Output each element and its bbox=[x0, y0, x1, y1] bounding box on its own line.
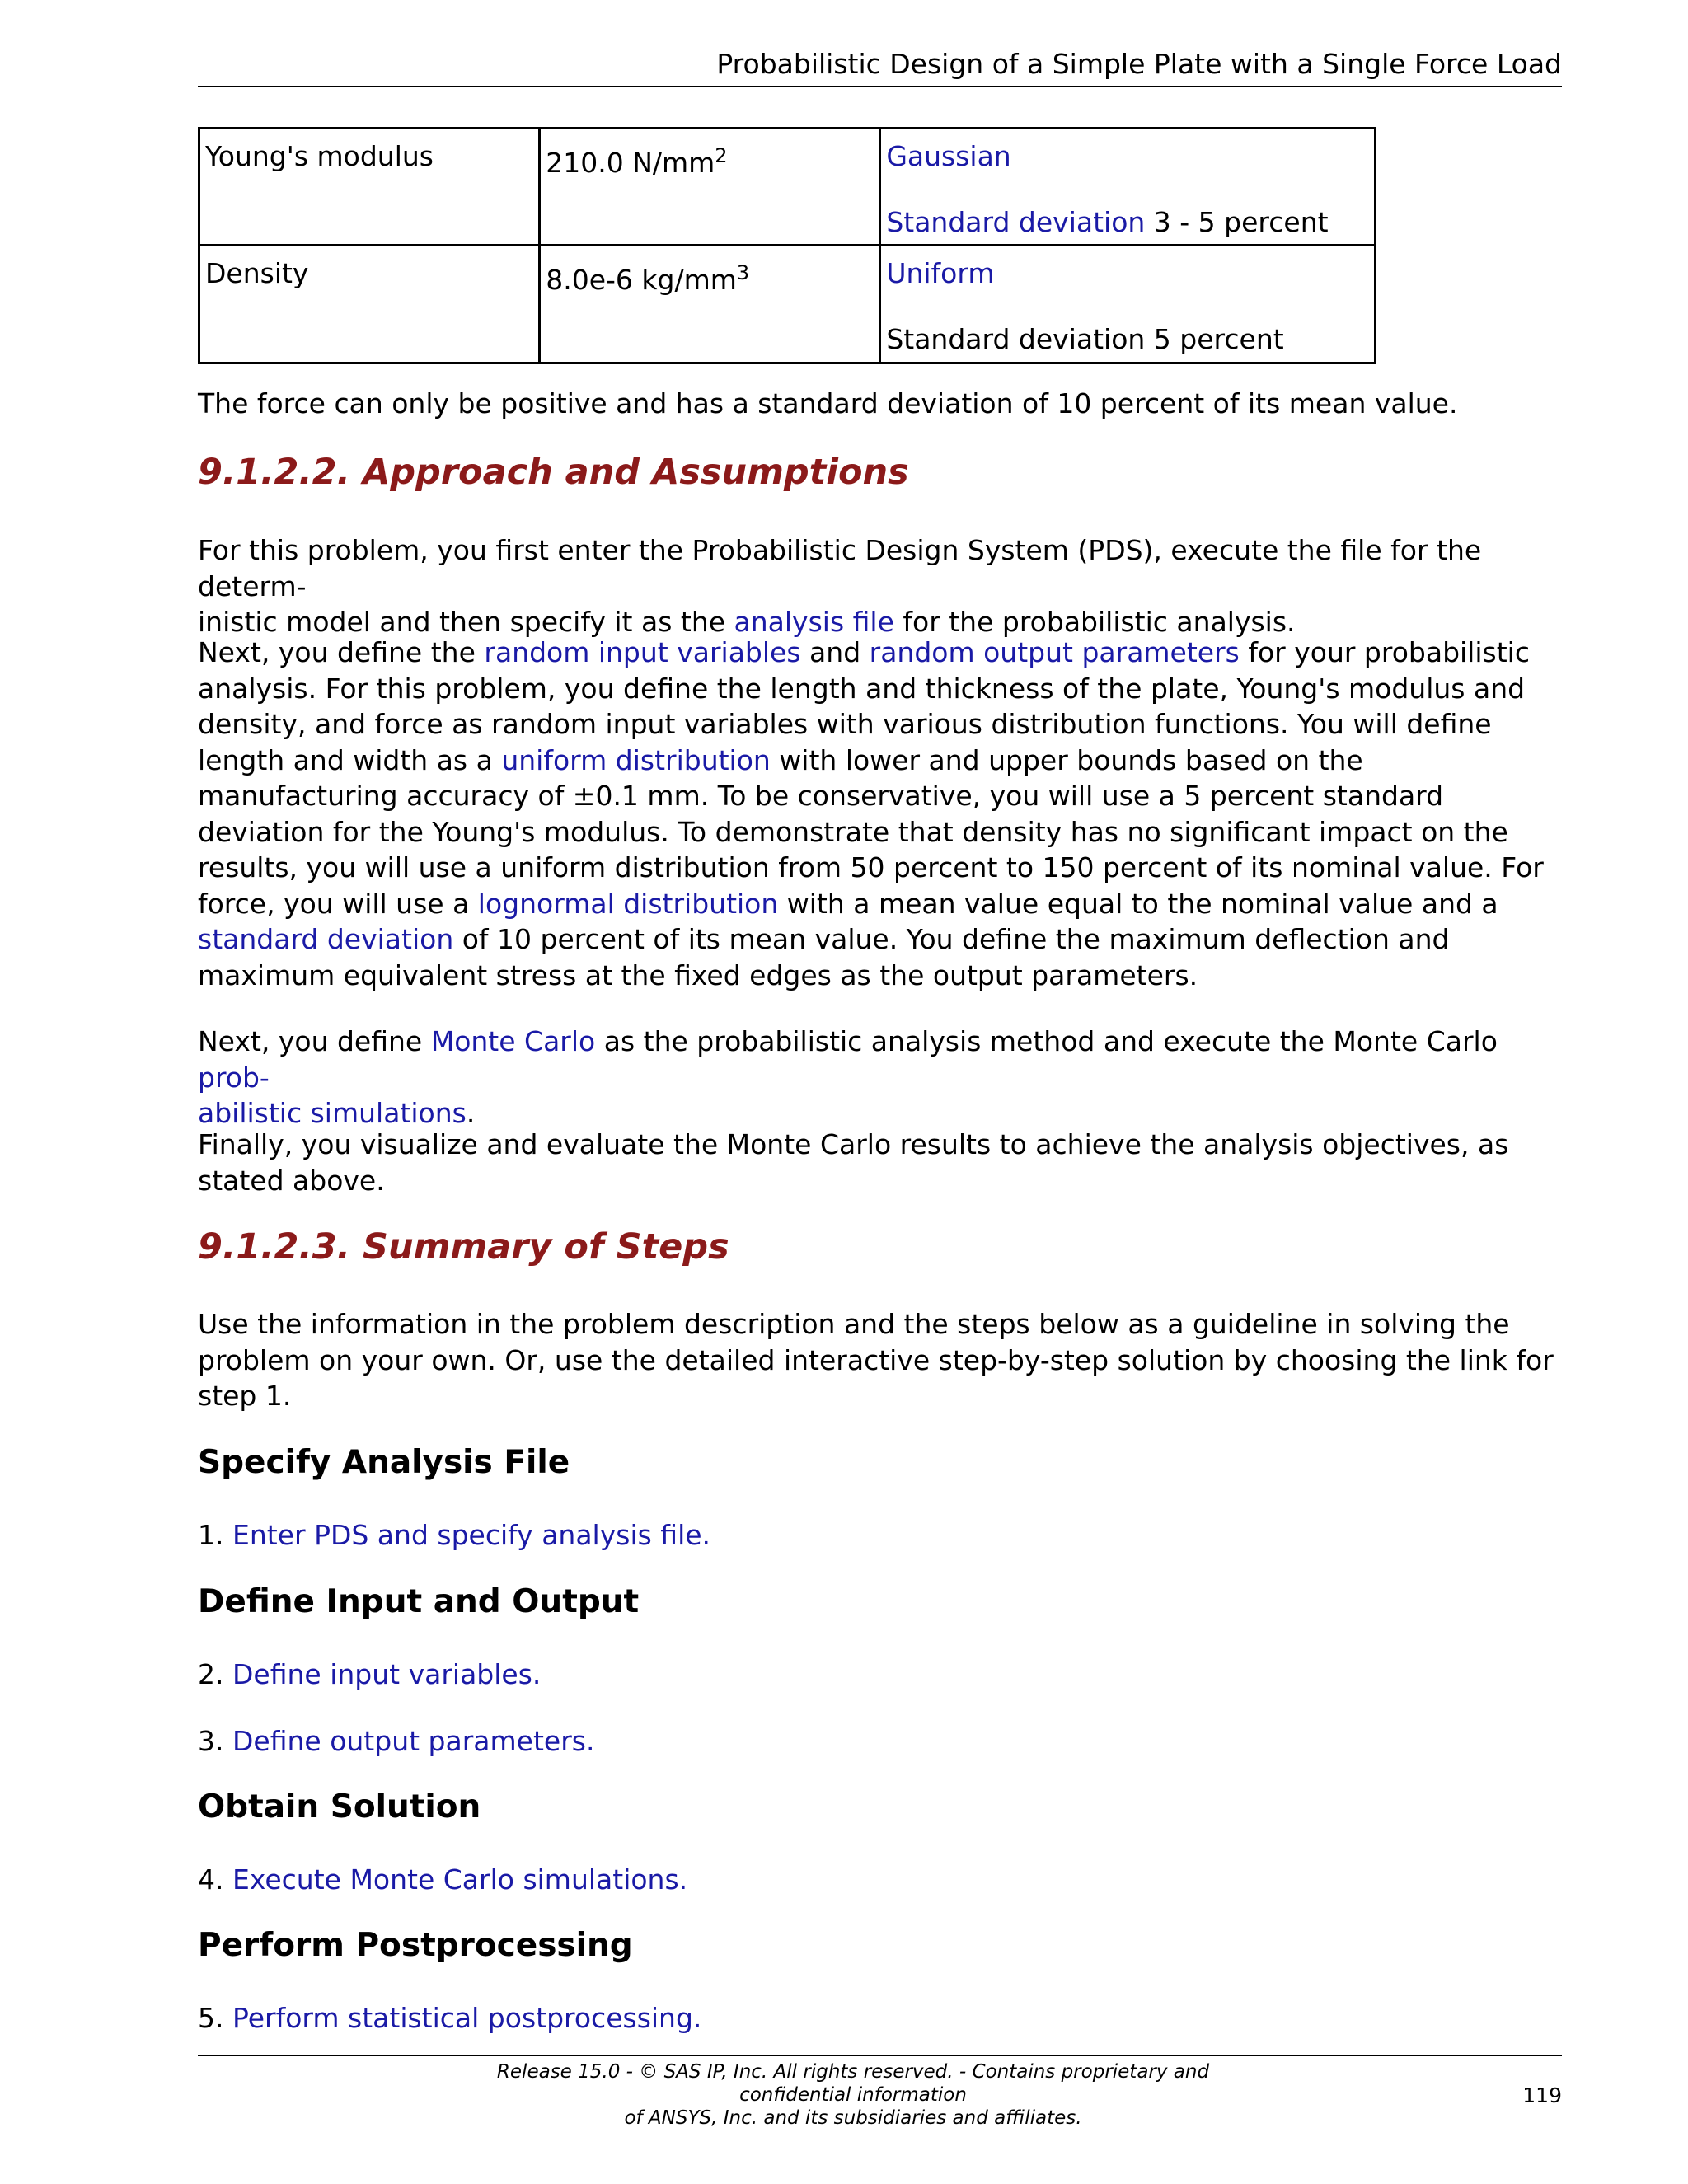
property-name: Density bbox=[205, 257, 309, 290]
std-deviation-text: Standard deviation 3 - 5 percent bbox=[886, 206, 1329, 238]
group-heading-specify-analysis-file: Specify Analysis File bbox=[198, 1444, 570, 1481]
property-value: 210.0 $N/mm^2$ bbox=[546, 144, 728, 179]
distribution-cell bbox=[880, 129, 1376, 246]
step-item: 2. Define input variables. bbox=[198, 1658, 542, 1690]
step-item: 1. Enter PDS and specify analysis file. bbox=[198, 1519, 711, 1551]
footer-copyright: Release 15.0 - © SAS IP, Inc. All rights reserved. - Contains proprietary and confidential information of ANSYS, Inc. and its subsidiaries and affiliates. bbox=[496, 2061, 1210, 2129]
step-item: 5. Perform statistical postprocessing. bbox=[198, 2002, 702, 2034]
probabilistic-simulations-link[interactable]: prob- abilistic simulations bbox=[198, 1061, 467, 1129]
material-properties-table bbox=[198, 127, 1376, 364]
random-output-parameters-link[interactable]: random output parameters bbox=[869, 636, 1240, 668]
approach-paragraph-4: Finally, you visualize and evaluate the Monte Carlo results to achieve the analysis objectives, as stated above. bbox=[198, 1128, 1509, 1197]
lognormal-distribution-link[interactable]: lognormal distribution bbox=[477, 887, 779, 920]
std-deviation-link[interactable]: Standard deviation bbox=[886, 206, 1146, 238]
standard-deviation-link[interactable]: standard deviation bbox=[198, 923, 454, 955]
distribution-link[interactable]: Gaussian bbox=[886, 140, 1011, 172]
approach-paragraph-3: Next, you define Monte Carlo as the probabilistic analysis method and execute the Monte Carlo prob- abilistic simulations. bbox=[198, 1025, 1498, 1129]
group-heading-define-input-output: Define Input and Output bbox=[198, 1583, 640, 1620]
footer-rule bbox=[198, 2055, 1562, 2056]
uniform-distribution-link[interactable]: uniform distribution bbox=[501, 743, 771, 776]
property-value: 8.0e-6 $kg/mm^3$ bbox=[546, 261, 750, 297]
section-title-approach: 9.1.2.2. Approach and Assumptions bbox=[198, 452, 909, 493]
summary-intro: Use the information in the problem description and the steps below as a guideline in solving the problem on your own. Or, use the detailed interactive step-by-step solution by choosing the link for step 1. bbox=[198, 1308, 1554, 1412]
distribution-cell bbox=[880, 246, 1376, 363]
property-name-cell bbox=[199, 129, 540, 246]
page-number: 119 bbox=[1522, 2083, 1562, 2107]
running-header: Probabilistic Design of a Simple Plate with a Single Force Load bbox=[716, 48, 1562, 80]
std-deviation-text: Standard deviation 5 percent bbox=[886, 323, 1284, 356]
table-row bbox=[199, 129, 1376, 246]
distribution-link[interactable]: Uniform bbox=[886, 257, 995, 290]
property-value-cell bbox=[540, 246, 880, 363]
step-item: 3. Define output parameters. bbox=[198, 1725, 595, 1757]
property-name: Young's modulus bbox=[205, 140, 434, 172]
header-rule bbox=[198, 86, 1562, 87]
property-name-cell bbox=[199, 246, 540, 363]
analysis-file-link[interactable]: analysis file bbox=[734, 606, 894, 638]
step-3-link[interactable]: Define output parameters. bbox=[232, 1725, 595, 1757]
group-heading-obtain-solution: Obtain Solution bbox=[198, 1788, 481, 1825]
monte-carlo-link[interactable]: Monte Carlo bbox=[430, 1025, 596, 1057]
step-4-link[interactable]: Execute Monte Carlo simulations. bbox=[232, 1863, 688, 1896]
random-input-variables-link[interactable]: random input variables bbox=[484, 636, 801, 668]
step-5-link[interactable]: Perform statistical postprocessing. bbox=[232, 2002, 702, 2034]
group-heading-perform-postprocessing: Perform Postprocessing bbox=[198, 1927, 633, 1964]
force-note: The force can only be positive and has a standard deviation of 10 percent of its mean value. bbox=[198, 387, 1458, 419]
step-2-link[interactable]: Define input variables. bbox=[232, 1658, 542, 1690]
table-row bbox=[199, 246, 1376, 363]
approach-paragraph-1: For this problem, you first enter the Probabilistic Design System (PDS), execute the file for the determ- inistic model and then specify it as the analysis file for the probabilistic analysis. bbox=[198, 534, 1482, 638]
step-item: 4. Execute Monte Carlo simulations. bbox=[198, 1863, 688, 1896]
property-value-cell bbox=[540, 129, 880, 246]
section-title-summary: 9.1.2.3. Summary of Steps bbox=[198, 1226, 729, 1268]
approach-paragraph-2: Next, you define the random input variables and random output parameters for your probabilistic analysis. For this problem, you define the length and thickness of the plate, Young's modulus and density, and force as random input variables with various distribution functions. You will define length and width as a uniform distribution with lower and upper bounds based on the manufacturing accuracy of ±0.1 mm. To be conservative, you will use a 5 percent standard deviation for the Young's modulus. To demonstrate that density has no significant impact on the results, you will use a uniform distribution from 50 percent to 150 percent of its nominal value. For force, you will use a lognormal distribution with a mean value equal to the nominal value and a standard deviation of 10 percent of its mean value. You define the maximum deflection and maximum equivalent stress at the fixed edges as the output parameters. bbox=[198, 636, 1544, 991]
step-1-link[interactable]: Enter PDS and specify analysis file. bbox=[232, 1519, 711, 1551]
